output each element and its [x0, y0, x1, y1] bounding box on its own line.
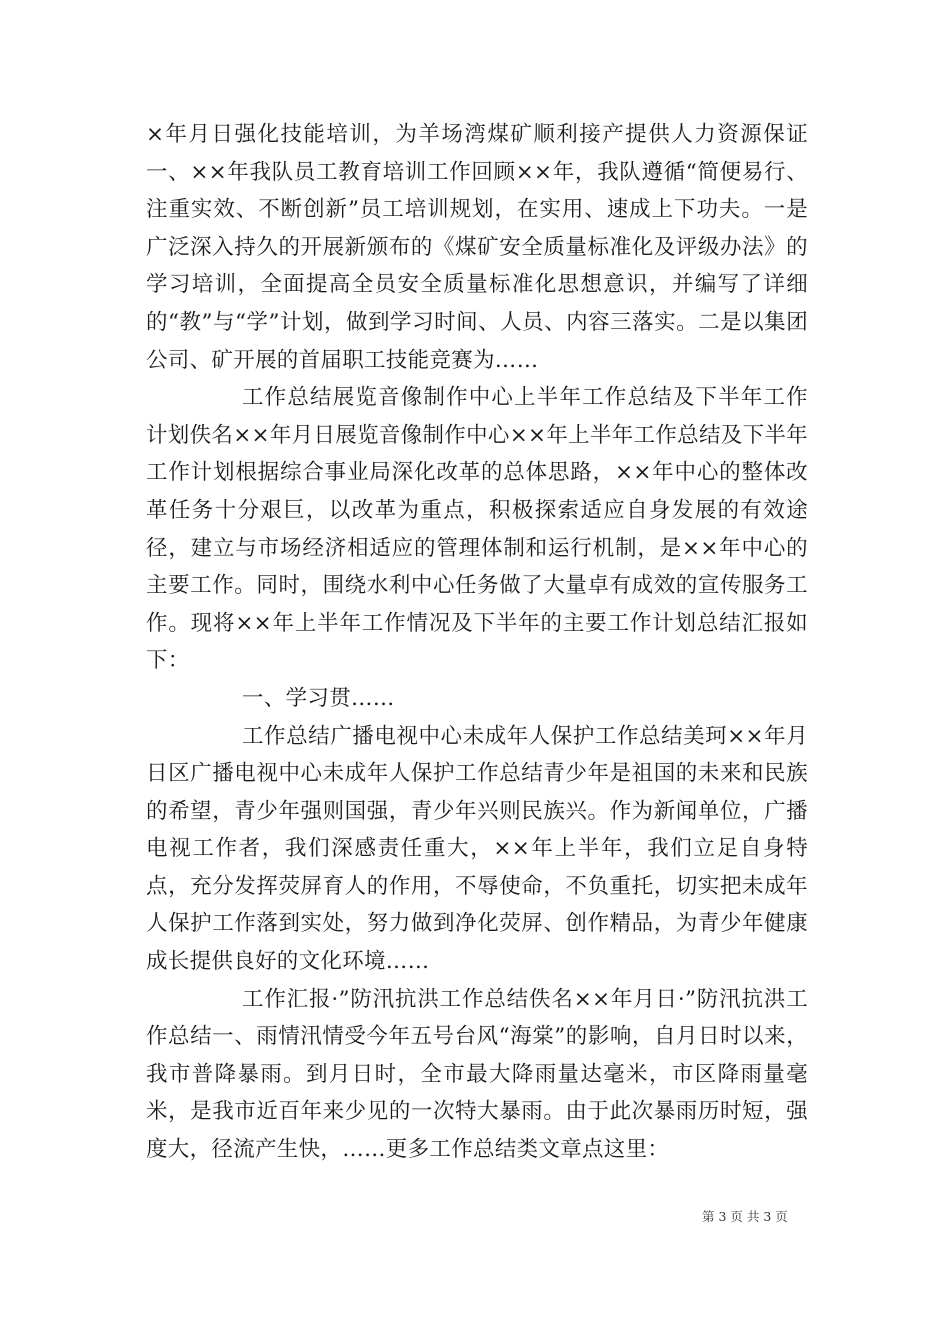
paragraph-training-summary: ×年月日强化技能培训，为羊场湾煤矿顺利接产提供人力资源保证一、××年我队员工教育培训工作回顾××年，我队遵循“简便易行、注重实效、不断创新”员工培训规划，在实用、速成上下功夫。一是广泛深入持久的开展新颁布的《煤矿安全质量标准化及评级办法》的学习培训，全面提高全员安全质量标准化思想意识，并编写了详细的“教”与“学”计划，做到学习时间、人员、内容三落实。二是以集团公司、矿开展的首届职工技能竞赛为……	[146, 122, 808, 373]
page-number: 第 3 页 共 3 页	[702, 1209, 788, 1224]
document-body	[146, 116, 808, 1169]
paragraph-flood-control-summary: 工作汇报·”防汛抗洪工作总结佚名××年月日·”防汛抗洪工作总结一、雨情汛情受今年五号台风“海棠”的影响，自月日时以来，我市普降暴雨。到月日时，全市最大降雨量达毫米，市区降雨量毫米，是我市近百年来少见的一次特大暴雨。由于此次暴雨历时短，强度大，径流产生快，……更多工作总结类文章点这里：	[146, 986, 808, 1163]
paragraph-broadcast-center-summary: 工作总结广播电视中心未成年人保护工作总结美珂××年月日区广播电视中心未成年人保护工作总结青少年是祖国的未来和民族的希望，青少年强则国强，青少年兴则民族兴。作为新闻单位，广播电视工作者，我们深感责任重大，××年上半年，我们立足自身特点，充分发挥荧屏育人的作用，不辱使命，不负重托，切实把未成年人保护工作落到实处，努力做到净化荧屏、创作精品，为青少年健康成长提供良好的文化环境……	[146, 723, 808, 975]
paragraph-study-heading: 一、学习贯……	[242, 685, 395, 711]
paragraph-exhibition-center-summary: 工作总结展览音像制作中心上半年工作总结及下半年工作计划佚名××年月日展览音像制作中心××年上半年工作总结及下半年工作计划根据综合事业局深化改革的总体思路，××年中心的整体改革任务十分艰巨，以改革为重点，积极探索适应自身发展的有效途径，建立与市场经济相适应的管理体制和运行机制，是××年中心的主要工作。同时，围绕水利中心任务做了大量卓有成效的宣传服务工作。现将××年上半年工作情况及下半年的主要工作计划总结汇报如下：	[146, 385, 808, 674]
